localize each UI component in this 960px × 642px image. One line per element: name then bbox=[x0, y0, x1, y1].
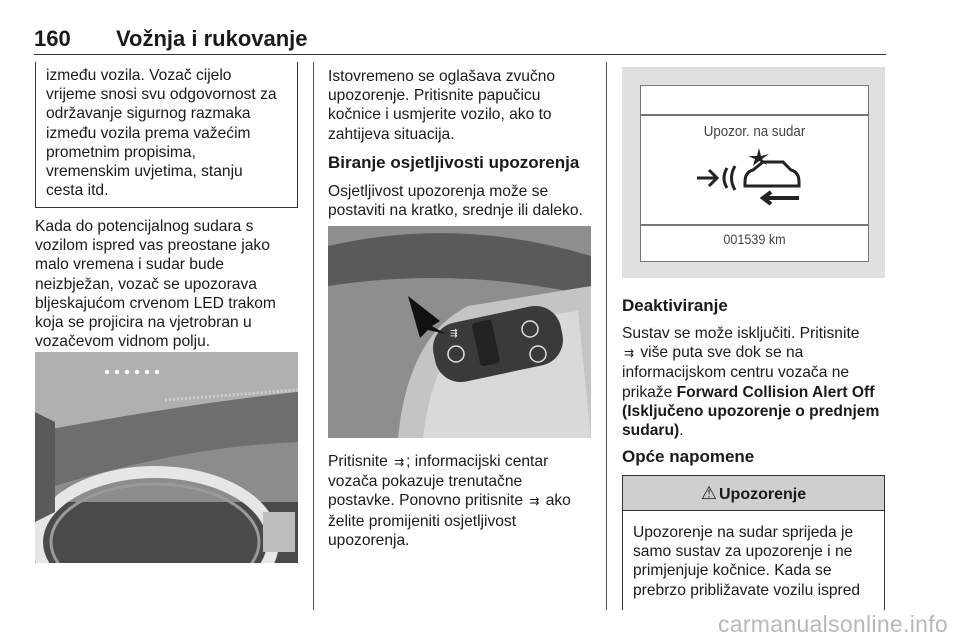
display-top-line bbox=[641, 114, 868, 116]
paragraph-line bbox=[328, 452, 600, 472]
paragraph-line: kočnice i usmjerite vozilo, ako to bbox=[328, 106, 552, 124]
note-line: vrijeme snosi svu odgovornost za bbox=[46, 86, 277, 104]
column-divider-1 bbox=[313, 62, 314, 610]
paragraph-line: vozača pokazuje trenutačne bbox=[328, 473, 523, 491]
paragraph-line: neizbježan, vozač se upozorava bbox=[35, 275, 257, 293]
driver-info-display bbox=[622, 67, 885, 278]
paragraph-line bbox=[622, 383, 892, 402]
chapter-title: Vožnja i rukovanje bbox=[116, 26, 308, 51]
paragraph-line bbox=[622, 343, 892, 363]
paragraph-line: želite promijeniti osjetljivost bbox=[328, 512, 517, 530]
note-line: između vozila. Vozač cijelo bbox=[46, 67, 232, 84]
note-line: cesta itd. bbox=[46, 182, 109, 200]
paragraph-line: zahtijeva situacija. bbox=[328, 125, 455, 143]
note-line: prometnim propisima, bbox=[46, 143, 196, 161]
display-screen bbox=[640, 85, 869, 262]
warning-line: Upozorenje na sudar sprijeda je bbox=[633, 524, 854, 541]
collision-warning-icon bbox=[695, 148, 815, 208]
warning-line: prebrzo približavate vozilu ispred bbox=[633, 581, 861, 599]
section-heading-sensitivity: Biranje osjetljivosti upozorenja bbox=[328, 153, 580, 172]
text-run: Pritisnite bbox=[328, 453, 393, 470]
odometer-readout: 001539 km bbox=[723, 231, 786, 247]
paragraph-line bbox=[328, 491, 600, 511]
paragraph-line: Istovremeno se oglašava zvučno bbox=[328, 68, 556, 85]
paragraph-line bbox=[622, 402, 892, 421]
paragraph-line: upozorenja. bbox=[328, 531, 410, 549]
paragraph-line: vozilom ispred vas preostane jako bbox=[35, 237, 270, 255]
note-line: između vozila prema važećim bbox=[46, 124, 251, 142]
text-run: ako bbox=[541, 492, 571, 510]
note-line: vremenskim uvjetima, stanju bbox=[46, 163, 243, 181]
warning-line: samo sustav za upozorenje i ne bbox=[633, 543, 853, 561]
warning-title: Upozorenje bbox=[719, 486, 807, 503]
press-button-paragraph bbox=[328, 452, 600, 550]
paragraph-line: upozorenje. Pritisnite papučicu bbox=[328, 87, 541, 105]
deactivation-paragraph bbox=[622, 324, 892, 440]
display-title: Upozor. na sudar bbox=[703, 124, 806, 140]
text-run: više puta sve dok se na bbox=[636, 344, 804, 362]
led-warning-paragraph bbox=[35, 217, 303, 351]
paragraph-line: vozačevom vidnom polju. bbox=[35, 333, 211, 351]
continued-note-box bbox=[35, 62, 298, 208]
paragraph-line: koja se projicira na vjetrobran u bbox=[35, 314, 252, 332]
watermark: carmanualsonline.info bbox=[717, 611, 948, 637]
paragraph-line: Kada do potencijalnog sudara s bbox=[35, 218, 254, 235]
warning-triangle-icon: ⚠ bbox=[700, 483, 717, 503]
text-run: . bbox=[679, 422, 684, 440]
text-run: postavke. Ponovno pritisnite bbox=[328, 492, 528, 510]
windshield-drawing bbox=[35, 352, 298, 563]
page-number: 160 bbox=[34, 26, 71, 51]
text-run: ; informacijski centar bbox=[406, 453, 549, 470]
bold-text-run: sudaru) bbox=[622, 422, 680, 440]
bold-text-run: Forward Collision Alert Off bbox=[676, 383, 875, 401]
audible-warning-paragraph bbox=[328, 67, 600, 144]
paragraph-line: malo vremena i sudar bude bbox=[35, 256, 224, 274]
warning-header bbox=[623, 476, 884, 511]
paragraph-line: Sustav se može isključiti. Pritisnite bbox=[622, 325, 860, 342]
paragraph-line bbox=[622, 421, 892, 440]
windshield-led-illustration bbox=[35, 352, 298, 563]
paragraph-line: postaviti na kratko, srednje ili daleko. bbox=[328, 202, 583, 220]
text-run: prikaže bbox=[622, 383, 677, 401]
warning-line: primjenjuje kočnice. Kada se bbox=[633, 562, 832, 580]
steering-wheel-illustration bbox=[328, 226, 591, 438]
paragraph-line: Osjetljivost upozorenja može se bbox=[328, 183, 549, 200]
warning-body bbox=[623, 511, 884, 600]
warning-box bbox=[622, 475, 885, 610]
section-heading-general-notes: Opće napomene bbox=[622, 447, 755, 466]
display-bottom-line bbox=[641, 224, 868, 226]
car-distance-icon: ⇉ bbox=[623, 346, 635, 361]
sensitivity-paragraph bbox=[328, 182, 600, 220]
paragraph-line: informacijskom centru vozača ne bbox=[622, 364, 850, 382]
svg-text:⇶: ⇶ bbox=[450, 329, 458, 339]
column-divider-2 bbox=[606, 62, 607, 610]
bold-text-run: (Isključeno upozorenje o prednjem bbox=[622, 402, 880, 420]
paragraph-line: bljeskajućom crvenom LED trakom bbox=[35, 294, 276, 312]
car-distance-icon: ⇉ bbox=[394, 455, 405, 469]
note-line: održavanje sigurnog razmaka bbox=[46, 105, 251, 123]
page-header bbox=[34, 26, 886, 55]
section-heading-deactivation: Deaktiviranje bbox=[622, 296, 728, 315]
steering-wheel-drawing bbox=[328, 226, 591, 438]
car-distance-icon: ⇉ bbox=[529, 494, 540, 509]
